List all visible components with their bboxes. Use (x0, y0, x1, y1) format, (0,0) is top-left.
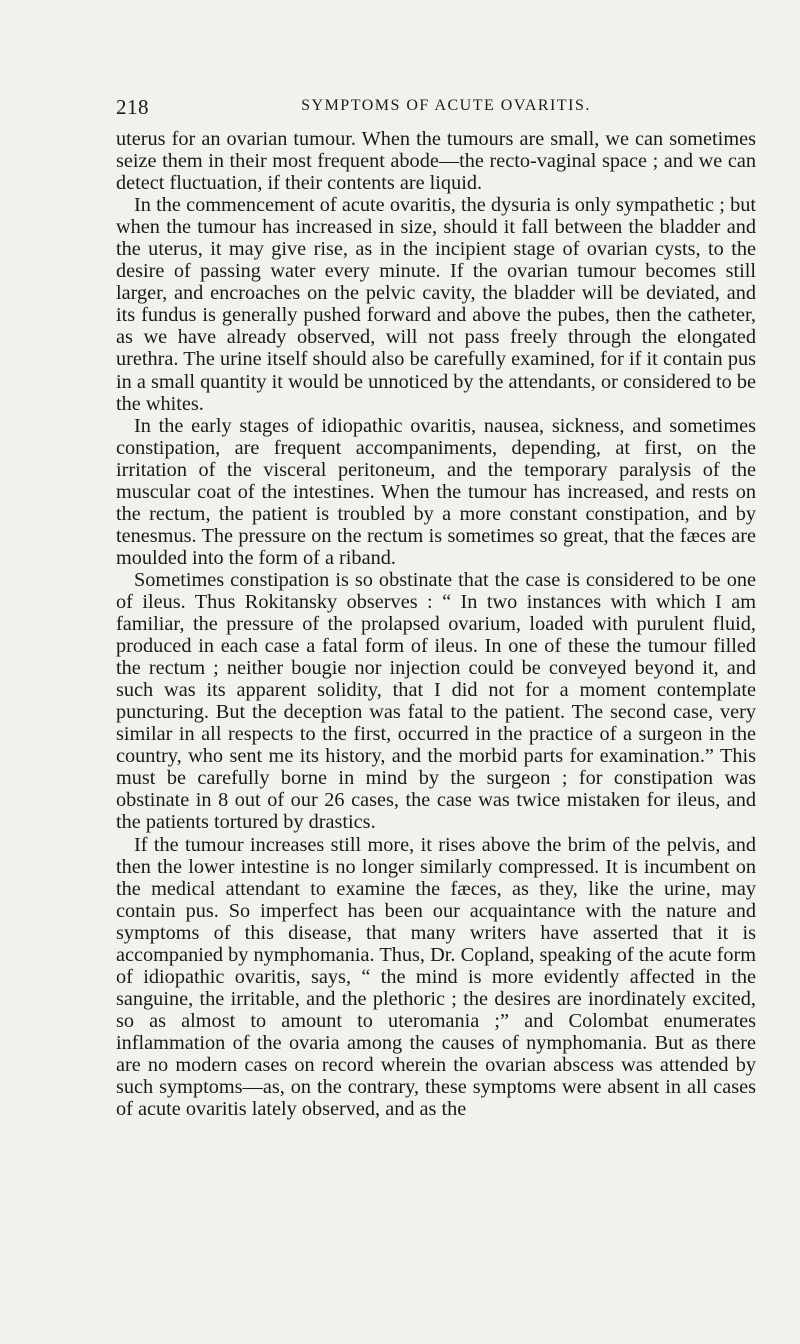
paragraph: uterus for an ovarian tumour. When the tumours are small, we can sometimes seize them in their most frequent abode—the recto-vaginal space ; and we can detect fluctuation, if their contents are liquid. (116, 128, 756, 195)
paragraph: If the tumour increases still more, it rises above the brim of the pelvis, and then the lower intestine is no longer similarly compressed. It is incumbent on the medical attendant to examine the fæces, as they, like the urine, may contain pus. So imperfect has been our acquaintance with the nature and symptoms of this disease, that many writers have asserted that it is accompanied by nymphomania. Thus, Dr. Copland, speaking of the acute form of idiopathic ovaritis, says, “ the mind is more evidently affected in the sanguine, the irritable, and the plethoric ; the desires are inordinately excited, so as almost to amount to uteromania ;” and Colombat enumerates inflammation of the ovaria among the causes of nymphomania. But as there are no modern cases on record wherein the ovarian abscess was attended by such symptoms—as, on the contrary, these symptoms were absent in all cases of acute ovaritis lately observed, and as the (116, 833, 756, 1121)
page-header (116, 95, 756, 119)
paragraph: Sometimes constipation is so obstinate that the case is considered to be one of ileus. Thus Rokitansky observes : “ In two instances with which I am familiar, the pressure of the prolapsed ovarium, loaded with purulent fluid, produced in each case a fatal form of ileus. In one of these the tumour filled the rectum ; neither bougie nor injection could be conveyed beyond it, and such was its apparent solidity, that I did not for a moment contemplate puncturing. But the deception was fatal to the patient. The second case, very similar in all respects to the first, occurred in the practice of a surgeon in the country, who sent me its history, and the morbid parts for examination.” This must be carefully borne in mind by the surgeon ; for constipation was obstinate in 8 out of our 26 cases, the case was twice mistaken for ileus, and the patients tortured by drastics. (116, 568, 756, 834)
paragraph: In the commencement of acute ovaritis, the dysuria is only sympathetic ; but when the tumour has increased in size, should it fall between the bladder and the uterus, it may give rise, as in the incipient stage of ovarian cysts, to the desire of passing water every minute. If the ovarian tumour becomes still larger, and encroaches on the pelvic cavity, the bladder will be deviated, and its fundus is generally pushed forward and above the pubes, then the catheter, as we have already observed, will not pass freely through the elongated urethra. The urine itself should also be carefully examined, for if it contain pus in a small quantity it would be unnoticed by the attendants, or considered to be the whites. (116, 194, 756, 415)
page-number: 218 (116, 95, 149, 119)
running-title: SYMPTOMS OF ACUTE OVARITIS. (301, 97, 591, 114)
body-text (116, 128, 756, 1120)
paragraph: In the early stages of idiopathic ovaritis, nausea, sickness, and sometimes constipation, are frequent accompaniments, depending, at first, on the irritation of the visceral peritoneum, and the temporary paralysis of the muscular coat of the intestines. When the tumour has increased, and rests on the rectum, the patient is troubled by a more constant constipation, and by tenesmus. The pressure on the rectum is sometimes so great, that the fæces are moulded into the form of a riband. (116, 414, 756, 569)
